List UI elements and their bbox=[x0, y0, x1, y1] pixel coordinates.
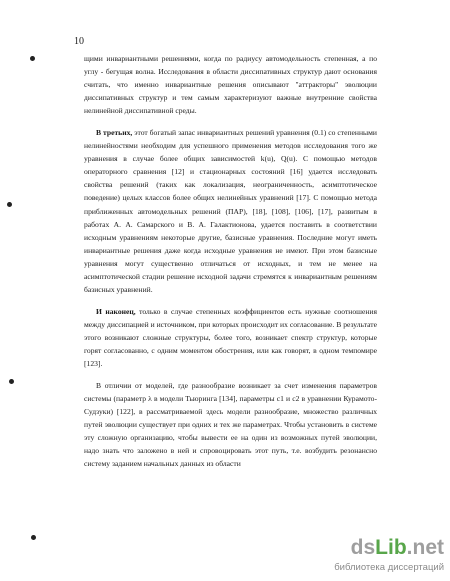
paragraph bbox=[84, 126, 377, 296]
watermark-subtitle: библиотека диссертаций bbox=[334, 562, 444, 573]
dslib-watermark bbox=[312, 535, 444, 577]
watermark-net: .net bbox=[406, 536, 444, 559]
binder-hole-dot bbox=[9, 379, 14, 384]
paragraph-lead: И наконец, bbox=[96, 306, 136, 316]
binder-hole-dot bbox=[7, 202, 12, 207]
page-number: 10 bbox=[74, 36, 84, 47]
paragraph-lead: В третьих, bbox=[96, 127, 133, 137]
paragraph bbox=[84, 379, 377, 471]
paragraph bbox=[84, 305, 377, 370]
watermark-ds: ds bbox=[350, 536, 376, 559]
binder-hole-dot bbox=[31, 535, 36, 540]
paragraph-text: В отличии от моделей, где разнообразие возникает за счет изменения параметров системы (параметр λ в модели Тьюринга [134], параметры c1 и c2 в уравнении Курамото-Судзуки) [122], в рассматриваемой здесь модели разнообразие, множество различных путей эволюции существует при одних и тех же параметрах. Чтобы установить в системе эту сложную организацию, чтобы вывести ее на один из возможных путей эволюции, надо знать что заложено в ней и спровоцировать этот путь, т.е. возбудить резонансно систему заданием начальных данных из области bbox=[84, 380, 377, 469]
paragraph bbox=[84, 52, 377, 117]
paragraph-text: щими инвариантными решениями, когда по радиусу автомодельность степенная, а по углу - бегущая волна. Исследования в области диссипативных структур дают основания считать, что именно инвариантные решения описывают "аттракторы" эволюции диссипативных структур и тем самым характеризуют важные внутренние свойства нелинейной диссипативной среды. bbox=[84, 54, 377, 116]
paragraph-text: только в случае степенных коэффициентов есть нужные соотношения между диссипацией и источником, при которых происходит их согласование. В результате этого возникают сложные структуры, более того, возникает спектр структур, которые горят согласованно, с одним моментом обострения, или как говорят, в одном темпомире [123]. bbox=[84, 306, 377, 369]
watermark-lib: Lib bbox=[375, 536, 407, 559]
watermark-logo bbox=[312, 535, 444, 561]
paragraph-text: этот богатый запас инвариантных решений уравнения (0.1) со степенными нелинейностями необходим для успешного применения методов исследования того же уравнения в случае более общих зависимостей k(u), Q(u). С помощью методов операторного сравнения [12] и стационарных состояний [16] удается исследовать свойства решений (таких как локализация, неограниченность, асимптотическое поведение) целых классов более общих нелинейных уравнений [17]. С помощью метода приближенных автомодельных решений (ПАР), [18], [108], [106], [17], развитым в работах А. А. Самарского и В. А. Галактионова, удается поставить в соответствии исходным уравнениям некоторые другие, базисные уравнения. Последние могут иметь инвариантные решения даже когда исходные уравнения не имеют. При этом базисные уравнения могут существенно отличаться от исходных, и тем не менее на асимптотической стадии решение исходной задачи стремятся к инвариантным решениям базисных уравнений. bbox=[84, 127, 377, 295]
binder-hole-dot bbox=[30, 56, 35, 61]
body-text bbox=[84, 52, 377, 479]
